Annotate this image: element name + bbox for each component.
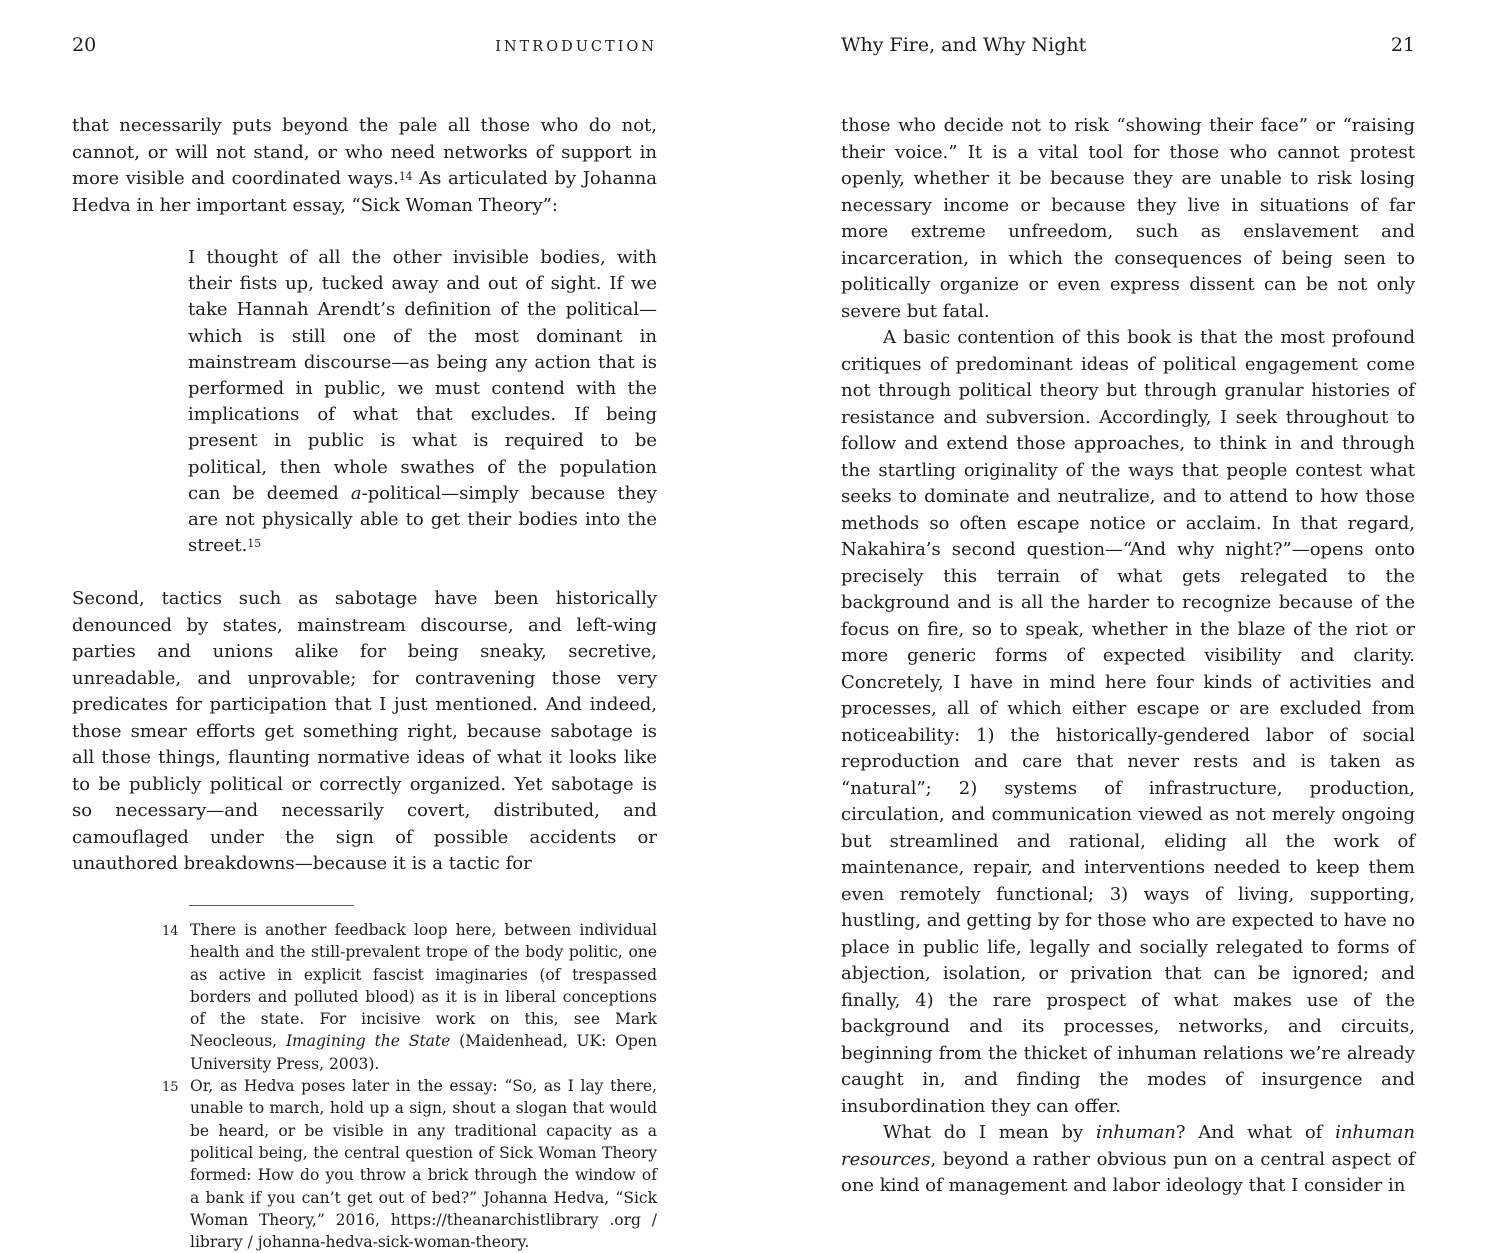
footnote-rule (189, 905, 354, 906)
blockquote: I thought of all the other invisible bodies, with their fists up, tucked away and out of sight. If we take Hannah Arendt’s definition of the political—which is still one of the most dominant in mainstream discourse—as being any action that is performed in public, we must contend with the implications of what that excludes. If being present in public is what is required to be political, then whole swathes of the population can be deemed a-political—simply because they are not physically able to get their bodies into the street.$^{15}$ (188, 247, 657, 557)
footnote-15 (72, 1075, 657, 1253)
footnote-14 (72, 919, 657, 1075)
left-running-head: INTRODUCTION (495, 39, 657, 55)
footnotes-section (72, 905, 657, 1253)
footnote-text: There is another feedback loop here, between individual health and the still-prevalent trope of the body politic, one as active in explicit fascist imaginaries (of trespassed borders and polluted blood) as it is in liberal conceptions of the state. For incisive work on this, see Mark Neocleous, Imagining the State (Maidenhead, UK: Open University Press, 2003). (190, 920, 657, 1073)
left-running-header (72, 34, 657, 58)
paragraph: that necessarily puts beyond the pale all those who do not, cannot, or will not stand, or who need networks of support in more visible and coordinated ways.$^{14}$ As articulated by Johanna Hedva in her important essay, “Sick Woman Theory”: (72, 115, 657, 216)
paragraph: A basic contention of this book is that the most profound critiques of predominant ideas of political engagement come not through political theory but through granular histories of resistance and subversion. Accordingly, I seek throughout to follow and extend those approaches, to think in and through the startling originality of the ways that people contest what seeks to dominate and neutralize, and to attend to how those methods so often escape notice or acclaim. In that regard, Nakahira’s second question—“And why night?”—opens onto precisely this terrain of what gets relegated to the background and is all the harder to recognize because of the focus on fire, so to speak, whether in the blaze of the riot or more generic forms of expected visibility and clarity. Concretely, I have in mind here four kinds of activities and processes, all of which either escape or are excluded from noticeability: 1) the historically-gendered labor of social reproduction and care that never rests and is taken as “natural”; 2) systems of infrastructure, production, circulation, and communication viewed as not merely ongoing but streamlined and rational, eliding all the work of maintenance, repair, and interventions needed to keep them even remotely functional; 3) ways of living, supporting, hustling, and getting by for those who are expected to have no place in public life, legally and socially relegated to forms of abjection, isolation, or privation that can be ignored; and finally, 4) the rare prospect of what makes use of the background and its processes, networks, and circuits, beginning from the thicket of inhuman relations we’re already caught in, and finding the modes of insurgence and insubordination they can offer. (841, 327, 1415, 1117)
left-page-number: 20 (72, 34, 97, 56)
footnote-text: Or, as Hedva poses later in the essay: “So, as I lay there, unable to march, hold up a sign, shout a slogan that would be heard, or be visible in any traditional capacity as a political being, the central question of Sick Woman Theory formed: How do you throw a brick through the window of a bank if you can’t get out of bed?” Johanna Hedva, “Sick Woman Theory,” 2016, https://theanarchistlibrary .org / library / johanna-hedva-sick-woman-theory. (190, 1077, 657, 1252)
left-body-text (72, 113, 657, 878)
paragraph: Second, tactics such as sabotage have been historically denounced by states, mainstream discourse, and left-wing parties and unions alike for being sneaky, secretive, unreadable, and unprovable; for contravening those very predicates for participation that I just mentioned. And indeed, those smear efforts get something right, because sabotage is all those things, flaunting normative ideas of what it looks like to be publicly political or correctly organized. Yet sabotage is so necessary—and necessarily covert, distributed, and camouflaged under the sign of possible accidents or unauthored breakdowns—because it is a tactic for (72, 588, 657, 875)
right-body-text (841, 113, 1415, 1200)
page-left (72, 34, 657, 1253)
paragraph: those who decide not to risk “showing their face” or “raising their voice.” It is a vital tool for those who cannot protest openly, whether it be because they are unable to risk losing necessary income or because they live in situations of far more extreme unfreedom, such as enslavement and incarceration, in which the consequences of being seen to politically organize or even express dissent can be not only severe but fatal. (841, 115, 1415, 322)
page-right (841, 34, 1415, 1200)
paragraph: What do I mean by inhuman? And what of inhuman resources, beyond a rather obvious pun on a central aspect of one kind of management and labor ideology that I consider in (841, 1122, 1415, 1196)
right-running-header (841, 34, 1415, 58)
footnote-number: 14 (162, 923, 179, 939)
footnote-number: 15 (162, 1080, 179, 1096)
right-running-head: Why Fire, and Why Night (841, 34, 1087, 56)
right-page-number: 21 (1390, 34, 1415, 56)
